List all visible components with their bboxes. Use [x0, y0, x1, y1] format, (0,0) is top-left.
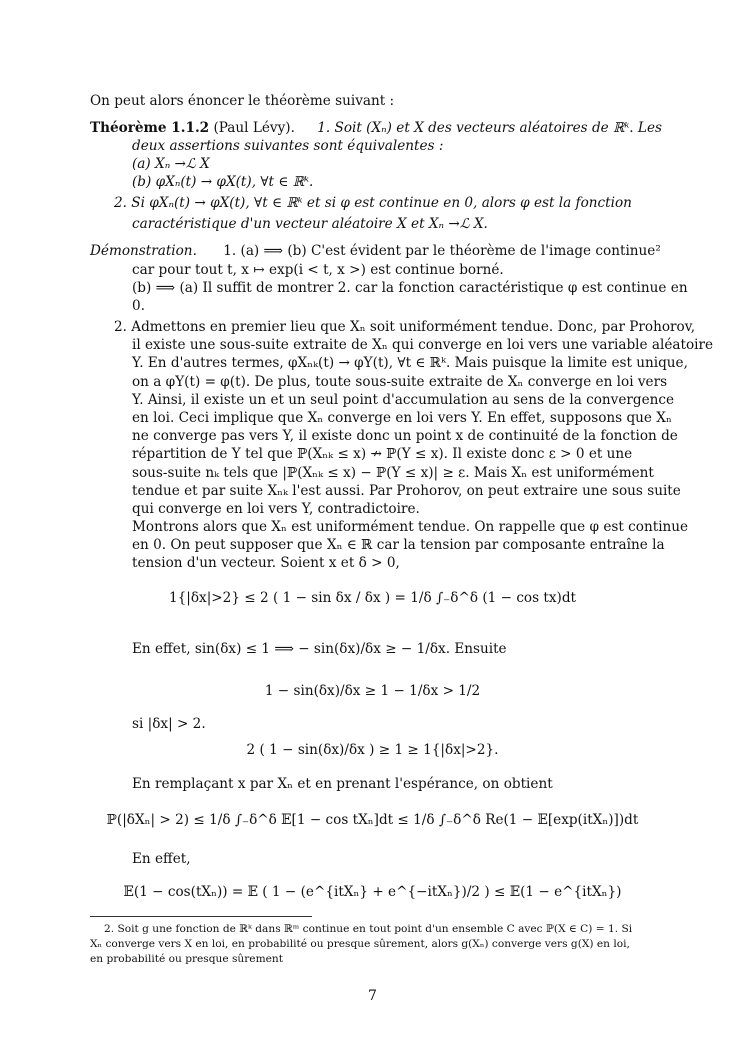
proof-line: Y. En d'autres termes, φXₙₖ(t) → φY(t), ∀t ∈ ℝᵏ. Mais puisque la limite est unique, — [132, 355, 688, 371]
proof-header — [90, 242, 661, 260]
proof-line: 2. Admettons en premier lieu que Xₙ soit uniformément tendue. Donc, par Prohorov, — [114, 319, 696, 335]
equation-lower-bound: 1 − sin(δx)/δx ≥ 1 − 1/δx > 1/2 — [264, 683, 481, 699]
footnote-line: en probabilité ou presque sûrement — [90, 953, 283, 965]
proof-line: (b) ⟹ (a) Il suffit de montrer 2. car la fonction caractéristique φ est continue en — [132, 280, 688, 296]
equation-cosine-expectation: 𝔼(1 − cos(tXₙ)) = 𝔼 ( 1 − (e^{itXₙ} + e^{−itXₙ})/2 ) ≤ 𝔼(1 − e^{itXₙ}) — [123, 884, 622, 900]
footnote-line: 2. Soit g une fonction de ℝᵏ dans ℝᵐ continue en tout point d'un ensemble C avec ℙ(X ∈ C) = 1. Si — [104, 923, 633, 935]
proof-line: sous-suite nₖ tels que |ℙ(Xₙₖ ≤ x) − ℙ(Y ≤ x)| ≥ ε. Mais Xₙ est uniformément — [132, 465, 654, 481]
page-number: 7 — [368, 988, 377, 1004]
equation-two-bound: 2 ( 1 − sin(δx)/δx ) ≥ 1 ≥ 1{|δx|>2}. — [246, 742, 499, 758]
theorem-line: (b) φXₙ(t) → φX(t), ∀t ∈ ℝᵏ. — [132, 174, 314, 190]
proof-line: en loi. Ceci implique que Xₙ converge en loi vers Y. En effet, supposons que Xₙ — [132, 410, 672, 426]
proof-line: Y. Ainsi, il existe un et un seul point d'accumulation au sens de la convergence — [132, 392, 675, 408]
proof-label: Démonstration. — [90, 243, 197, 259]
intro-text: On peut alors énoncer le théorème suivant : — [90, 93, 395, 109]
proof-sin-bound-line: En effet, sin(δx) ≤ 1 ⟹ − sin(δx)/δx ≥ − 1/δx. Ensuite — [132, 641, 507, 657]
proof-line: tension d'un vecteur. Soient x et δ > 0, — [132, 555, 400, 571]
proof-line: En remplaçant x par Xₙ et en prenant l'espérance, on obtient — [132, 776, 553, 792]
footnote-rule — [90, 916, 312, 917]
proof-line: en 0. On peut supposer que Xₙ ∈ ℝ car la tension par composante entraîne la — [132, 537, 665, 553]
proof-line: répartition de Y tel que ℙ(Xₙₖ ≤ x) ↛ ℙ(Y ≤ x). Il existe donc ε > 0 et une — [132, 446, 633, 462]
footnote-line: Xₙ converge vers X en loi, en probabilité ou presque sûrement, alors g(Xₙ) converge vers g(X) en loi, — [90, 938, 630, 950]
theorem-line: 2. Si φXₙ(t) → φX(t), ∀t ∈ ℝᵏ et si φ est continue en 0, alors φ est la fonction — [114, 195, 632, 211]
theorem-line: caractéristique d'un vecteur aléatoire X et Xₙ →ℒ X. — [132, 216, 488, 232]
equation-indicator-bound: 1{|δx|>2} ≤ 2 ( 1 − sin δx / δx ) = 1/δ ∫₋δ^δ (1 − cos tx)dt — [168, 590, 577, 606]
proof-line: 1. (a) ⟹ (b) C'est évident par le théorème de l'image continue² — [223, 243, 661, 259]
theorem-attribution: (Paul Lévy). — [213, 120, 295, 136]
proof-line: tendue et par suite Xₙₖ l'est aussi. Par Prohorov, on peut extraire une sous suite — [132, 483, 681, 499]
proof-line: on a φY(t) = φ(t). De plus, toute sous-suite extraite de Xₙ converge en loi vers — [132, 374, 668, 390]
proof-line: qui converge en loi vers Y, contradictoire. — [132, 501, 420, 517]
proof-line: il existe une sous-suite extraite de Xₙ qui converge en loi vers une variable aléatoire — [132, 337, 714, 353]
proof-line: En effet, — [132, 851, 191, 867]
theorem-line: (a) Xₙ →ℒ X — [132, 156, 210, 172]
proof-line: 0. — [132, 298, 145, 314]
proof-line: car pour tout t, x ↦ exp(i < t, x >) est continue borné. — [132, 262, 504, 278]
proof-line: Montrons alors que Xₙ est uniformément tendue. On rappelle que φ est continue — [132, 519, 689, 535]
theorem-line: 1. Soit (Xₙ) et X des vecteurs aléatoires de ℝᵏ. Les — [317, 120, 662, 136]
proof-line: si |δx| > 2. — [132, 716, 206, 732]
theorem-line: deux assertions suivantes sont équivalentes : — [132, 138, 444, 154]
equation-expectation-bound: ℙ(|δXₙ| > 2) ≤ 1/δ ∫₋δ^δ 𝔼[1 − cos tXₙ]dt ≤ 1/δ ∫₋δ^δ Re(1 − 𝔼[exp(itXₙ)])dt — [106, 812, 639, 828]
proof-line: ne converge pas vers Y, il existe donc un point x de continuité de la fonction de — [132, 428, 678, 444]
theorem-header — [90, 119, 662, 137]
theorem-label: Théorème 1.1.2 — [90, 120, 210, 136]
